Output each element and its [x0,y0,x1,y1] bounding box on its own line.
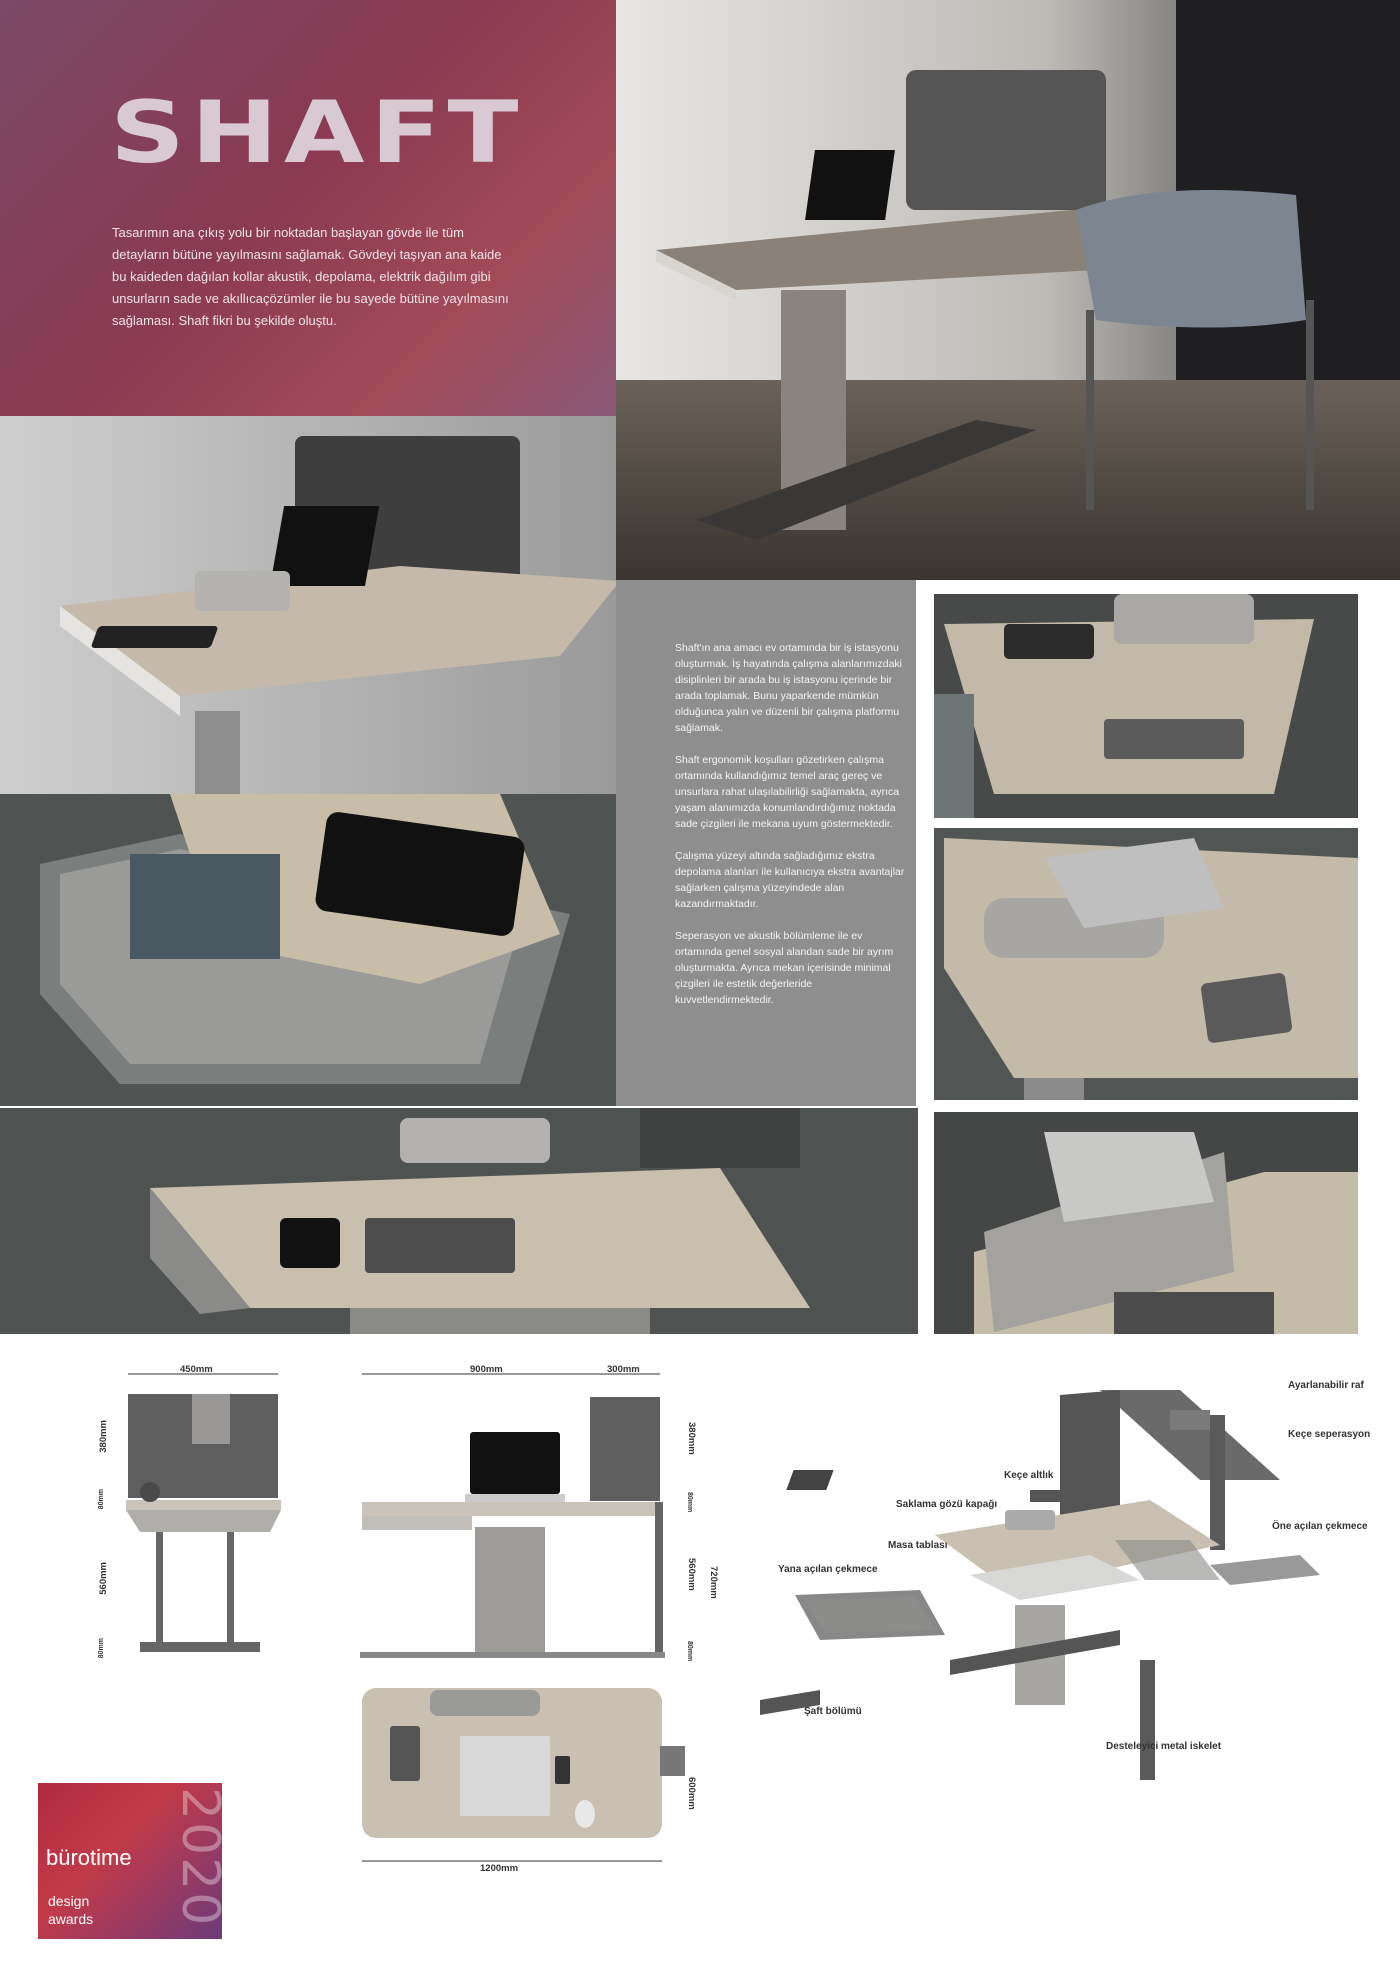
description-paragraph: Shaft'ın ana amacı ev ortamında bir iş istasyonu oluşturmak. İş hayatında çalışma alanlarımızdaki disiplinleri bir arada bu iş istasyonu içerinde bir arada toplamak. Bunu yaparkende mümkün olduğunca yalın ve düzenli bir çalışma platformu sağlamak. [675,642,903,734]
storage-box-photo [934,1112,1358,1334]
label-felt-separation: Keçe seperasyon [1288,1429,1371,1440]
label-front-drawer: Öne açılan çekmece [1272,1521,1368,1532]
exploded-view-drawing [760,1370,1360,1890]
room-scene-photo [616,0,1400,580]
dim-front-w1: 900mm [470,1364,503,1375]
dim-top-width: 1200mm [480,1863,519,1874]
description-text [675,640,905,1024]
laptop-closeup-photo [934,828,1358,1100]
dim-side-h1: 380mm [98,1420,109,1453]
dim-front-h2: 80mm [686,1492,693,1513]
hero-description: Tasarımın ana çıkış yolu bir noktadan başlayan gövde ile tüm detayların bütüne yayılmasını sağlamak. Gövdeyi taşıyan ana kaide bu kaideden dağılan kollar akustik, depolama, elektrik dağılım gibi unsurların sade ve akıllıcaçözümler ile bu sayede bütüne yayılmasını sağlaması. Shaft fikri bu şekilde oluştu. [112,225,509,328]
burotime-logo [38,1783,230,1939]
label-adjustable-shelf: Ayarlanabilir raf [1288,1380,1364,1391]
dim-front-h4: 80mm [686,1641,693,1662]
description-paragraph: Seperasyon ve akustik bölümleme ile ev ortamında genel sosyal alandan sade bir ayrım oluşturmakta. Ayrıca mekan içerisinde minimal çizgileri ile estetik değerleride kuvvetlendirmektedir. [675,930,894,1006]
dim-side-h4: 80mm [98,1638,105,1659]
page-title: SHAFT [110,82,525,183]
label-felt-pad: Keçe altlık [1004,1470,1054,1481]
label-side-drawer: Yana açılan çekmece [778,1564,878,1575]
dim-front-h1: 380mm [686,1422,697,1455]
topdown-render-photo [934,594,1358,818]
logo-subtitle: design [48,1893,90,1909]
top-view-drawing [360,1686,700,1876]
side-drawer-photo [0,1108,918,1334]
front-view-drawing [360,1362,680,1662]
description-paragraph: Shaft ergonomik koşulları gözetirken çalışma ortamında kullandığımız temel araç gereç ve unsurlara rahat ulaşılabilirliği sağlamakta, ayrıca yaşam alanımızda konumlandırdığımız noktada sade çizgileri ile mekana uyum göstermektedir. [675,754,900,830]
dim-top-depth: 600mm [686,1777,697,1810]
dim-front-h3: 560mm [686,1558,697,1591]
label-metal-frame: Desteleyici metal iskelet [1106,1741,1222,1752]
dim-side-h3: 560mm [98,1562,109,1595]
dim-front-w2: 300mm [607,1364,640,1375]
side-view-drawing [100,1362,300,1662]
dim-front-total: 720mm [708,1566,719,1599]
drawer-closeup-photo [0,794,616,1106]
logo-subtitle: awards [48,1911,94,1927]
hero-panel [0,0,616,416]
label-storage-lid: Saklama gözü kapağı [896,1499,998,1510]
dim-side-h2: 80mm [98,1489,105,1510]
logo-year: 2020 [170,1787,230,1928]
label-desk-top: Masa tablası [888,1540,948,1551]
label-shaft-section: Şaft bölümü [804,1706,862,1717]
logo-brand: bürotime [46,1845,132,1870]
description-paragraph: Çalışma yüzeyi altında sağladığımız ekstra depolama alanları ile kullanıcıya ekstra avantajlar sağlarken çalışma yüzeyindede alan kazandırmaktadır. [675,850,905,910]
desk-render-photo [0,416,616,794]
dim-side-width: 450mm [180,1364,213,1375]
